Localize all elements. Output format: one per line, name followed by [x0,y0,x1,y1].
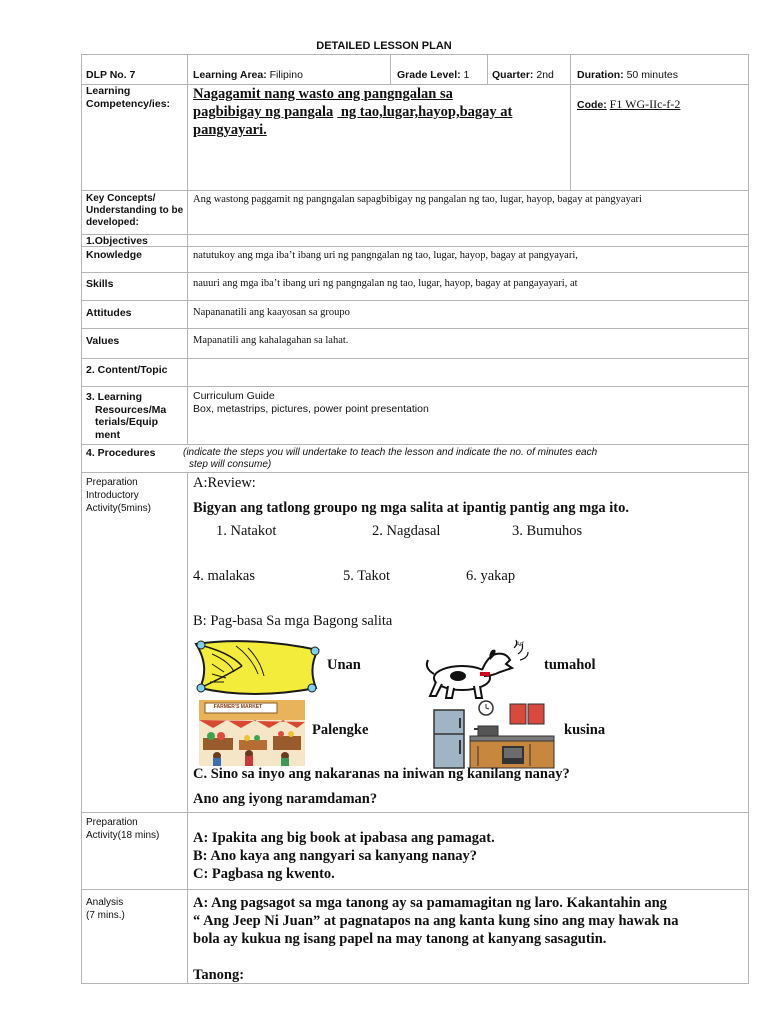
review-heading: A:Review: [193,475,256,491]
learning-area [193,69,303,82]
grade-level-value: 1 [463,69,470,81]
document-title: DETAILED LESSON PLAN [316,40,452,52]
question-c-2: Ano ang iyong naramdaman? [193,791,378,807]
analysis-label-line-2: (7 mins.) [86,910,125,921]
procedures-note-line-2: step will consume) [189,459,272,470]
skills-label: Skills [86,278,114,290]
analysis-line-1: A: Ang pagsagot sa mga tanong ay sa pamamagitan ng laro. Kakantahin ang [193,895,667,911]
attitudes-text: Napananatili ang kaayosan sa groupo [193,307,350,318]
competency-line-3: pangyayari. [193,122,267,138]
knowledge-text: natutukoy ang mga iba’t ibang uri ng pangngalan ng tao, lugar, hayop, bagay at pangyayari, [193,250,578,261]
code-label: Code: [577,99,607,111]
resources-label [86,391,184,441]
competency-text [193,85,563,139]
learning-area-value: Filipino [269,69,303,81]
pillow-icon [190,636,325,698]
review-instruction: Bigyan ang tatlong groupo ng mga salita at ipantig pantig ang mga ito. [193,500,630,516]
analysis-line-3: bola ay kukua ng isang papel na may tanong at kanyang sasagutin. [193,931,607,947]
content-topic-label: 2. Content/Topic [86,364,168,376]
activity-label-line-1: Preparation [86,817,138,828]
activity-steps [193,829,743,883]
analysis-tanong: Tanong: [193,967,245,983]
dlp-number: DLP No. 7 [86,69,136,81]
duration-label: Duration: [577,69,624,81]
quarter-label: Quarter: [492,69,534,81]
learning-area-label: Learning Area: [193,69,267,81]
word-1: 1. Natakot [216,523,277,539]
activity-label [86,816,184,842]
skills-text: nauuri ang mga iba’t ibang uri ng pangngalan ng tao, lugar, hayop, bagay at pangayayari, at [193,278,578,289]
competency-label: Learning Competency/ies: [86,85,171,110]
code-value: F1 WG-IIc-f-2 [609,97,681,111]
intro-label-line-1: Preparation [86,477,138,488]
vocab-kusina: kusina [564,722,606,738]
resources-label-line-3: terials/Equip [95,416,159,428]
values-label: Values [86,335,120,347]
duration [577,69,678,82]
code [577,98,680,112]
activity-step-b: B: Ano kaya ang nangyari sa kanyang nanay? [193,848,478,864]
vocab-tumahol: tumahol [544,657,596,673]
vocab-unan: Unan [327,657,361,673]
word-3: 3. Bumuhos [512,523,583,539]
svg-text:Arf: Arf [516,642,524,648]
key-concepts-label: Key Concepts/ Understanding to be developed: [86,193,184,228]
attitudes-label: Attitudes [86,307,132,319]
competency-line-2a: pagbibigay ng pangala [193,104,334,120]
values-text: Mapanatili ang kahalagahan sa lahat. [193,335,349,346]
analysis-text [193,894,748,948]
competency-line-2b: ng tao,lugar,hayop,bagay at [337,104,513,120]
intro-label-line-3: Activity(5mins) [86,503,152,514]
resources-text [193,390,733,415]
resources-line-2: Box, metastrips, pictures, power point presentation [193,402,429,415]
word-6: 6. yakap [466,568,516,584]
section-b-heading: B: Pag-basa Sa mga Bagong salita [193,613,393,629]
quarter-value: 2nd [536,69,554,81]
intro-label-line-2: Introductory [86,490,139,501]
kitchen-icon [430,700,556,770]
analysis-label-line-1: Analysis [86,897,124,908]
intro-activity-label [86,476,184,515]
resources-label-line-1: 3. Learning [86,391,143,403]
grade-level [397,69,469,82]
quarter [492,69,554,82]
activity-step-c: C: Pagbasa ng kwento. [193,866,335,882]
word-5: 5. Takot [343,568,391,584]
word-2: 2. Nagdasal [372,523,441,539]
analysis-line-2: “ Ang Jeep Ni Juan” at pagnatapos na ang kanta kung sino ang may hawak na [193,913,679,929]
resources-line-1: Curriculum Guide [193,390,275,402]
resources-label-line-2: Resources/Ma [95,403,167,416]
key-concepts-text: Ang wastong paggamit ng pangngalan sapagbibigay ng pangalan ng tao, lugar, hayop, bagay at pangyayari [193,194,642,205]
activity-label-line-2: Activity(18 mins) [86,830,160,841]
duration-value: 50 minutes [626,69,678,81]
grade-level-label: Grade Level: [397,69,461,81]
resources-label-line-4: ment [95,428,121,441]
procedures-note [183,447,743,471]
procedures-label: 4. Procedures [86,447,156,459]
knowledge-label: Knowledge [86,249,143,261]
competency-line-2 [193,103,563,121]
barking-dog-icon [422,638,532,702]
market-sign: FARMER'S MARKET [213,704,263,710]
question-c: C. Sino sa inyo ang nakaranas na iniwan ng kanilang nanay? [193,766,570,782]
objectives-label: 1.Objectives [86,235,148,247]
word-4: 4. malakas [193,568,256,584]
vocab-palengke: Palengke [312,722,369,738]
analysis-label [86,896,184,922]
competency-line-1: Nagagamit nang wasto ang pangngalan sa [193,86,453,102]
activity-step-a: A: Ipakita ang big book at ipabasa ang pamagat. [193,830,495,846]
procedures-note-line-1: (indicate the steps you will undertake to teach the lesson and indicate the no. of minutes each [183,447,598,458]
